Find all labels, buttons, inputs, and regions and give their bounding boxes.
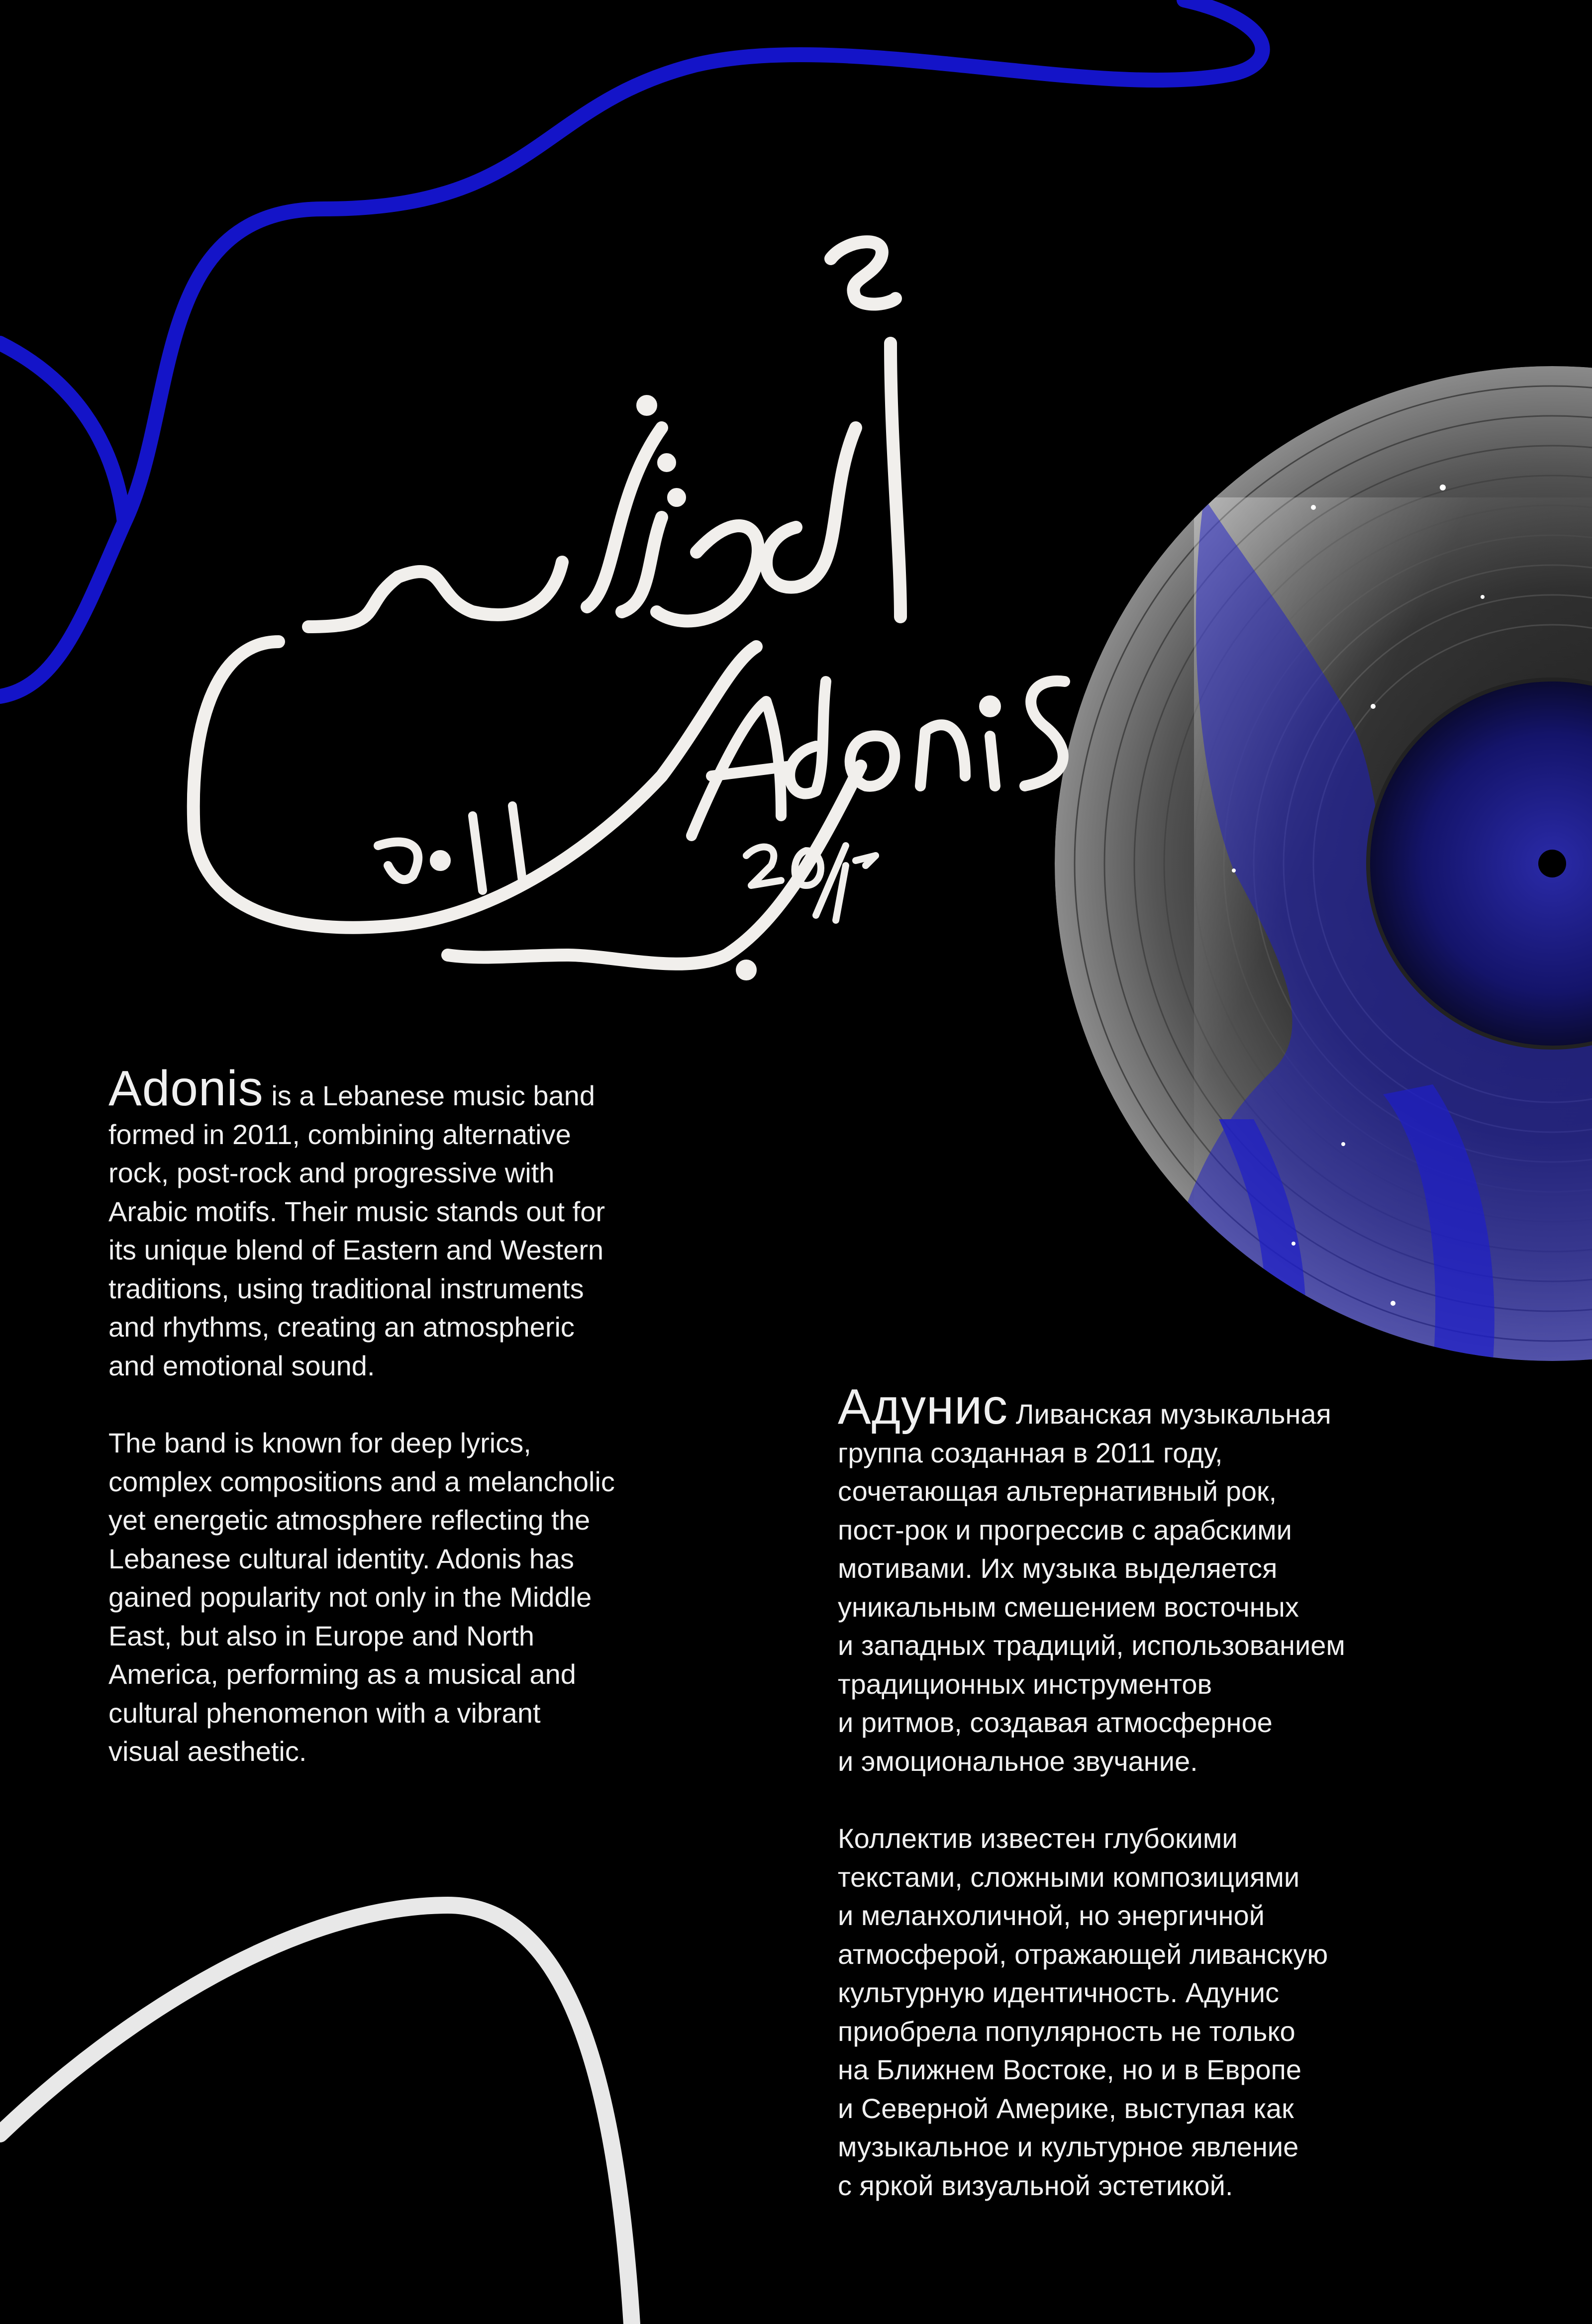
text-line: visual aesthetic. [108, 1736, 307, 1767]
english-description [108, 1061, 696, 1771]
text-line: formed in 2011, combining alternative [108, 1118, 571, 1150]
text-line: и эмоциональное звучание. [838, 1745, 1198, 1777]
vinyl-record [1055, 366, 1592, 1368]
text-line: уникальным смешением восточных [838, 1591, 1299, 1623]
russian-paragraph-1 [838, 1379, 1425, 1780]
russian-paragraph-2 [838, 1819, 1425, 2205]
russian-lead-word: Адунис [838, 1379, 1008, 1435]
text-line: мотивами. Их музыка выделяется [838, 1552, 1278, 1584]
text-line: cultural phenomenon with a vibrant [108, 1697, 541, 1729]
text-line: and emotional sound. [108, 1350, 375, 1381]
text-line: с яркой визуальной эстетикой. [838, 2169, 1233, 2201]
text-line: traditions, using traditional instruments [108, 1272, 584, 1304]
text-line: The band is known for deep lyrics, [108, 1427, 531, 1458]
arabic-logo-strokes [194, 242, 900, 964]
text-line: Arabic motifs. Their music stands out for [108, 1195, 605, 1227]
english-paragraph-1 [108, 1061, 696, 1385]
russian-description [838, 1379, 1425, 2205]
text-line: традиционных инструментов [838, 1668, 1212, 1700]
text-line: yet energetic atmosphere reflecting the [108, 1504, 591, 1536]
text-line: rock, post-rock and progressive with [108, 1157, 555, 1188]
text-line: gained popularity not only in the Middle [108, 1581, 592, 1613]
arabic-year-strokes [378, 806, 522, 890]
text-line: East, but also in Europe and North [108, 1620, 535, 1651]
text-line: атмосферой, отражающей ливанскую [838, 1938, 1328, 1970]
text-line: группа созданная в 2011 году, [838, 1437, 1223, 1468]
text-line: культурную идентичность. Адунис [838, 1977, 1280, 2008]
text-line: its unique blend of Eastern and Western [108, 1234, 604, 1265]
text-line: America, performing as a musical and [108, 1658, 576, 1690]
english-paragraph-2 [108, 1424, 696, 1771]
text-line: на Ближнем Востоке, но и в Европе [838, 2054, 1301, 2085]
english-lead-word: Adonis [108, 1061, 264, 1116]
text-line: пост-рок и прогрессив с арабскими [838, 1514, 1292, 1546]
text-line: текстами, сложными композициями [838, 1861, 1300, 1893]
latin-logo-strokes [692, 681, 1065, 836]
text-line: приобрела популярность не только [838, 2015, 1295, 2047]
text-line: complex compositions and a melancholic [108, 1465, 615, 1497]
text-line: Ливанская музыкальная [1008, 1398, 1331, 1430]
text-line: and rhythms, creating an atmospheric [108, 1311, 575, 1343]
text-line: Коллектив известен глубокими [838, 1823, 1238, 1854]
blue-cable-decoration [0, 0, 1263, 696]
text-line: и западных традиций, использованием [838, 1630, 1345, 1661]
text-line: и ритмов, создавая атмосферное [838, 1707, 1273, 1738]
text-line: и меланхоличной, но энергичной [838, 1900, 1265, 1931]
text-line: музыкальное и культурное явление [838, 2131, 1299, 2162]
text-line: is a Lebanese music band [263, 1080, 595, 1111]
text-line: сочетающая альтернативный рок, [838, 1475, 1277, 1507]
text-line: и Северной Америке, выступая как [838, 2092, 1294, 2124]
white-cable-decoration [0, 1905, 632, 2324]
text-line: Lebanese cultural identity. Adonis has [108, 1543, 575, 1574]
